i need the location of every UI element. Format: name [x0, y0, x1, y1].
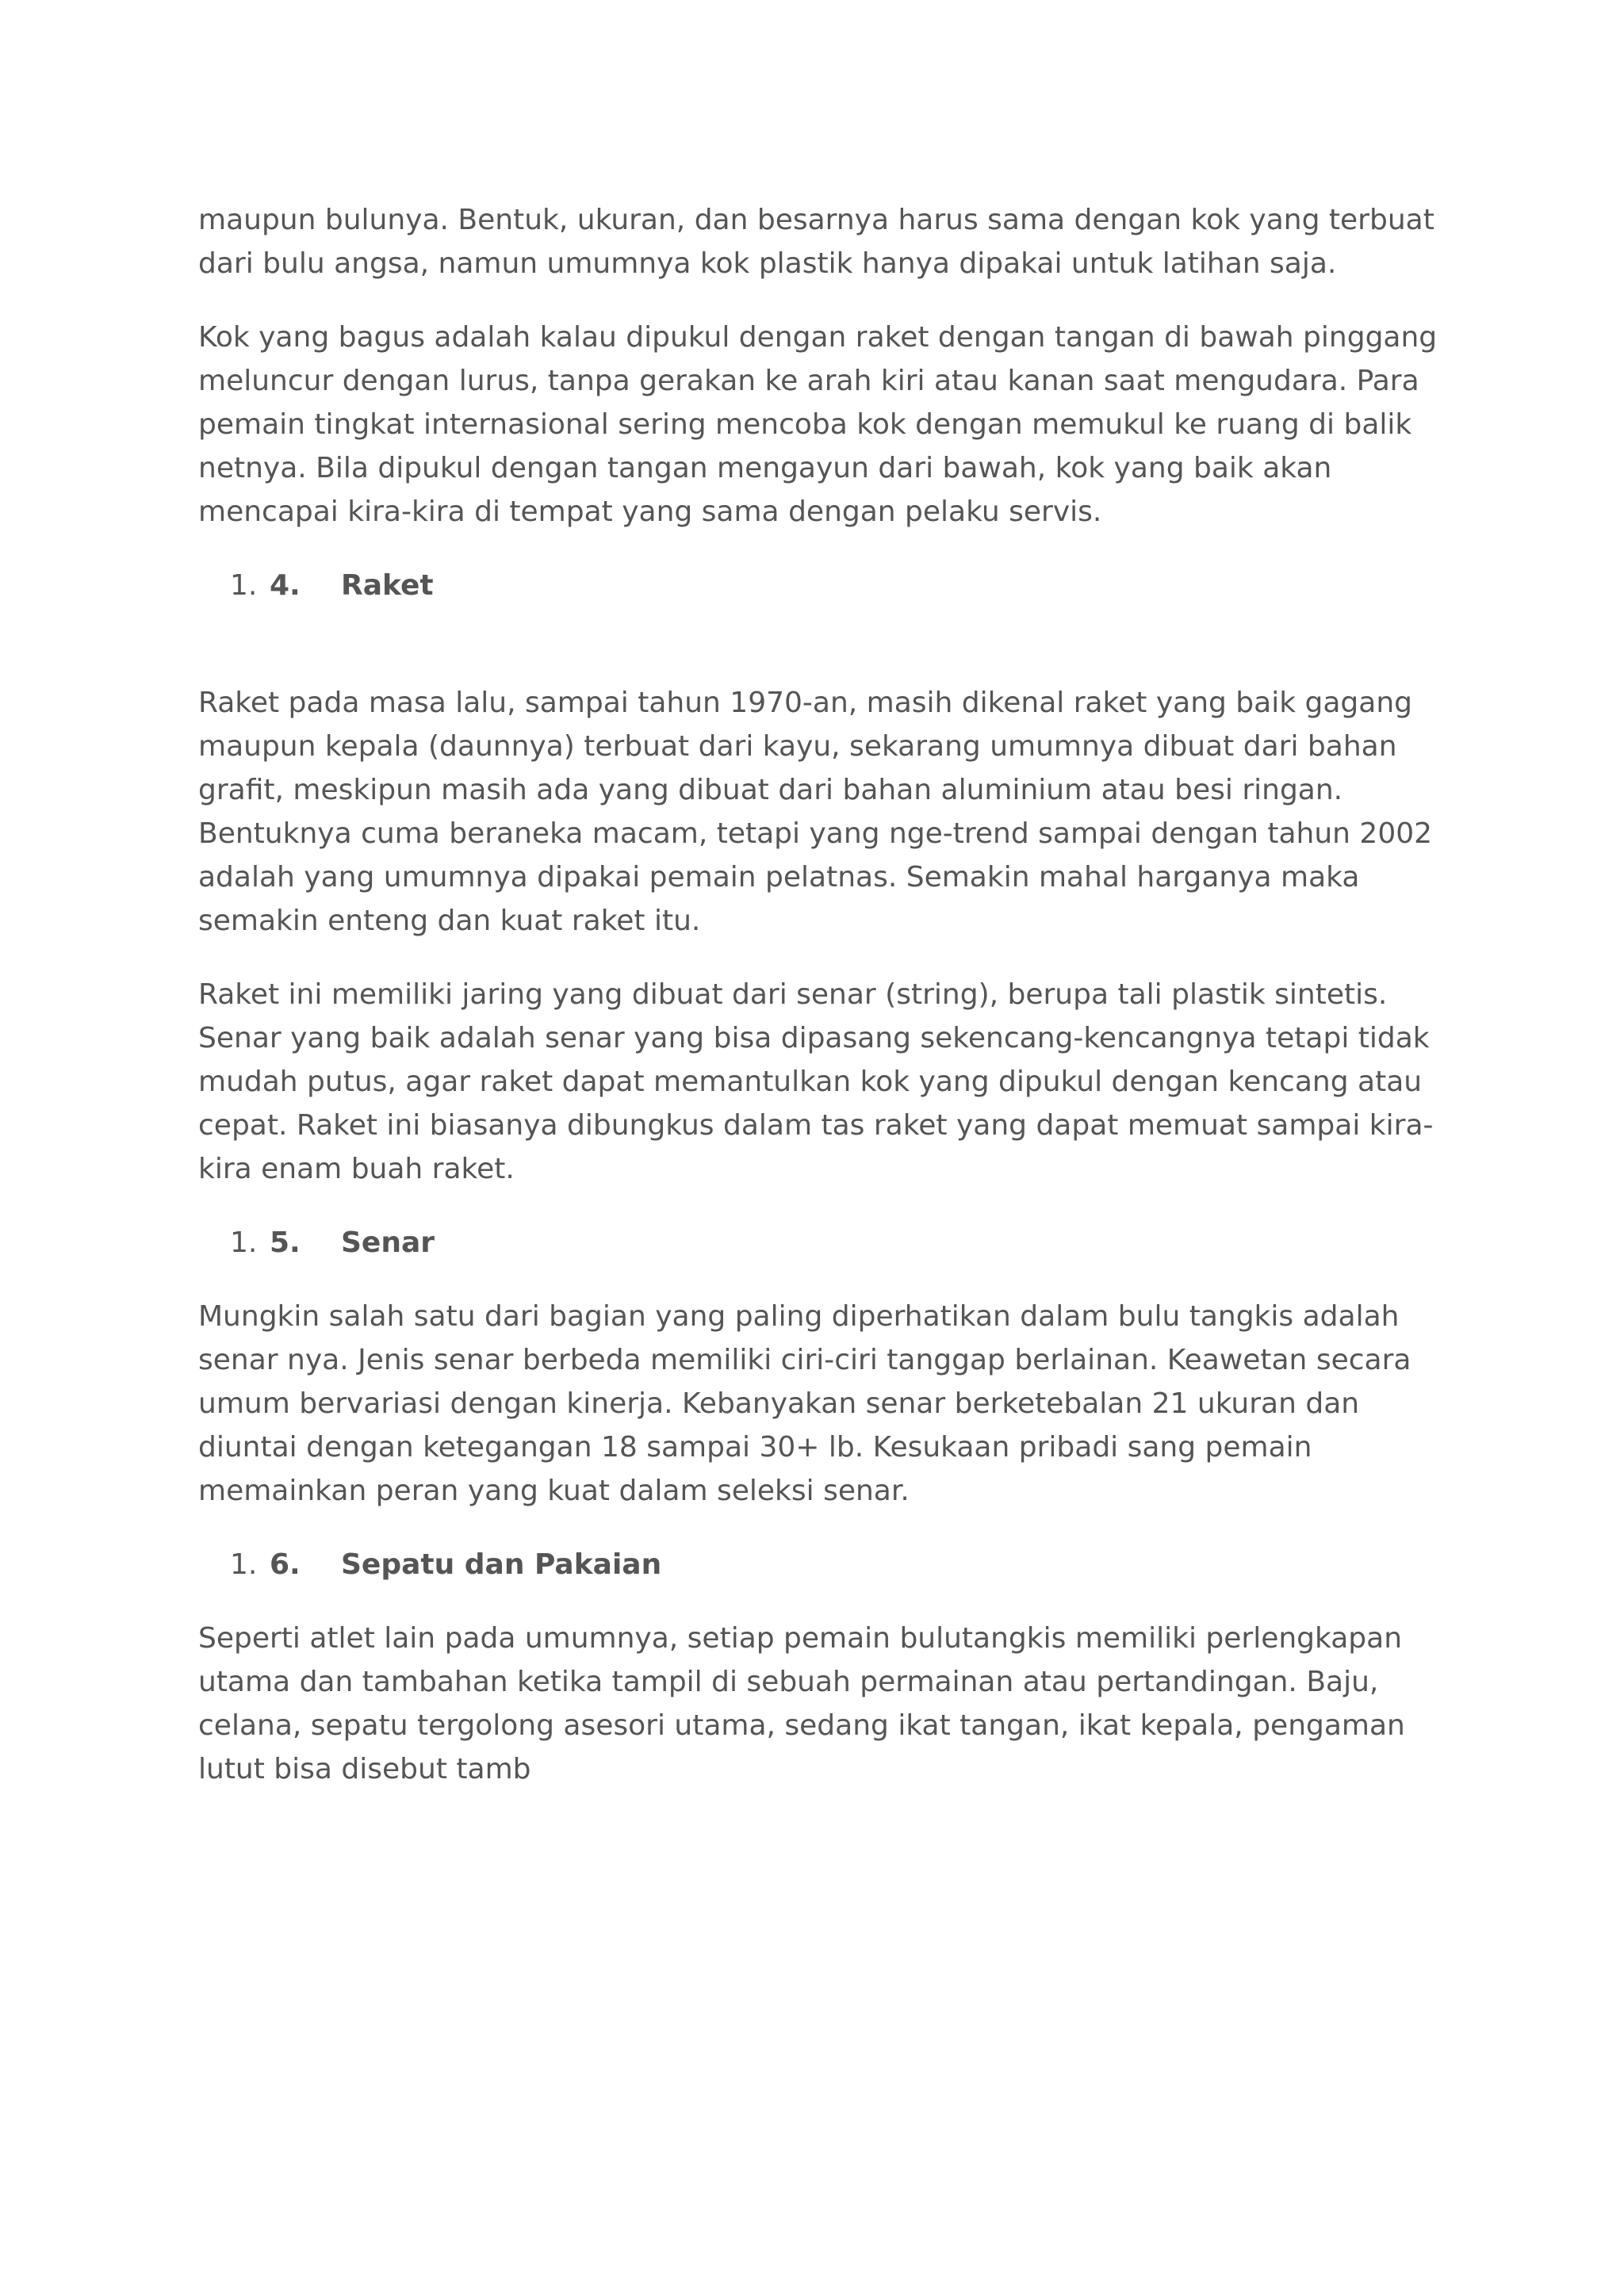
- section-number: 4.: [270, 569, 301, 602]
- section-heading-senar: [198, 1221, 1443, 1265]
- paragraph-raket-jaring: Raket ini memiliki jaring yang dibuat dari senar (string), berupa tali plastik sintetis. Senar yang baik adalah senar yang bisa dipasang sekencang-kencangnya tetapi tidak mudah putus, agar raket dapat memantulkan kok yang dipukul dengan kencang atau cepat. Raket ini biasanya dibungkus dalam tas raket yang dapat memuat sampai kira-kira enam buah raket.: [198, 978, 1434, 1185]
- section-heading-sepatu-pakaian: [198, 1543, 1443, 1586]
- paragraph-senar: Mungkin salah satu dari bagian yang paling diperhatikan dalam bulu tangkis adalah senar nya. Jenis senar berbeda memiliki ciri-ciri tanggap berlainan. Keawetan secara umum bervariasi dengan kinerja. Kebanyakan senar berketebalan 21 ukuran dan diuntai dengan ketegangan 18 sampai 30+ lb. Kesukaan pribadi sang pemain memainkan peran yang kuat dalam seleksi senar.: [198, 1300, 1411, 1507]
- section-number: 5.: [270, 1226, 301, 1259]
- section-title: Raket: [341, 569, 434, 602]
- paragraph-sepatu-pakaian: Seperti atlet lain pada umumnya, setiap pemain bulutangkis memiliki perlengkapan utama dan tambahan ketika tampil di sebuah permainan atau pertandingan. Baju, celana, sepatu tergolong asesori utama, sedang ikat tangan, ikat kepala, pengaman lutut bisa disebut tamb: [198, 1622, 1405, 1785]
- section-title: Sepatu dan Pakaian: [341, 1548, 662, 1581]
- section-number: 6.: [270, 1548, 301, 1581]
- paragraph-raket-sejarah: Raket pada masa lalu, sampai tahun 1970-an, masih dikenal raket yang baik gagang maupun kepala (daunnya) terbuat dari kayu, sekarang umumnya dibuat dari bahan grafit, meskipun masih ada yang dibuat dari bahan aluminium atau besi ringan. Bentuknya cuma beraneka macam, tetapi yang nge-trend sampai dengan tahun 2002 adalah yang umumnya dipakai pemain pelatnas. Semakin mahal harganya maka semakin enteng dan kuat raket itu.: [198, 687, 1433, 937]
- list-number: 1.: [230, 569, 258, 602]
- section-title: Senar: [341, 1226, 435, 1259]
- section-heading-raket: [198, 564, 1443, 607]
- list-number: 1.: [230, 1226, 258, 1259]
- paragraph-kok-bagus: Kok yang bagus adalah kalau dipukul dengan raket dengan tangan di bawah pinggang meluncur dengan lurus, tanpa gerakan ke arah kiri atau kanan saat mengudara. Para pemain tingkat internasional sering mencoba kok dengan memukul ke ruang di balik netnya. Bila dipukul dengan tangan mengayun dari bawah, kok yang baik akan mencapai kira-kira di tempat yang sama dengan pelaku servis.: [198, 321, 1438, 528]
- document-page: [198, 198, 1443, 1821]
- paragraph-kok-plastik: maupun bulunya. Bentuk, ukuran, dan besarnya harus sama dengan kok yang terbuat dari bulu angsa, namun umumnya kok plastik hanya dipakai untuk latihan saja.: [198, 204, 1434, 280]
- list-number: 1.: [230, 1548, 258, 1581]
